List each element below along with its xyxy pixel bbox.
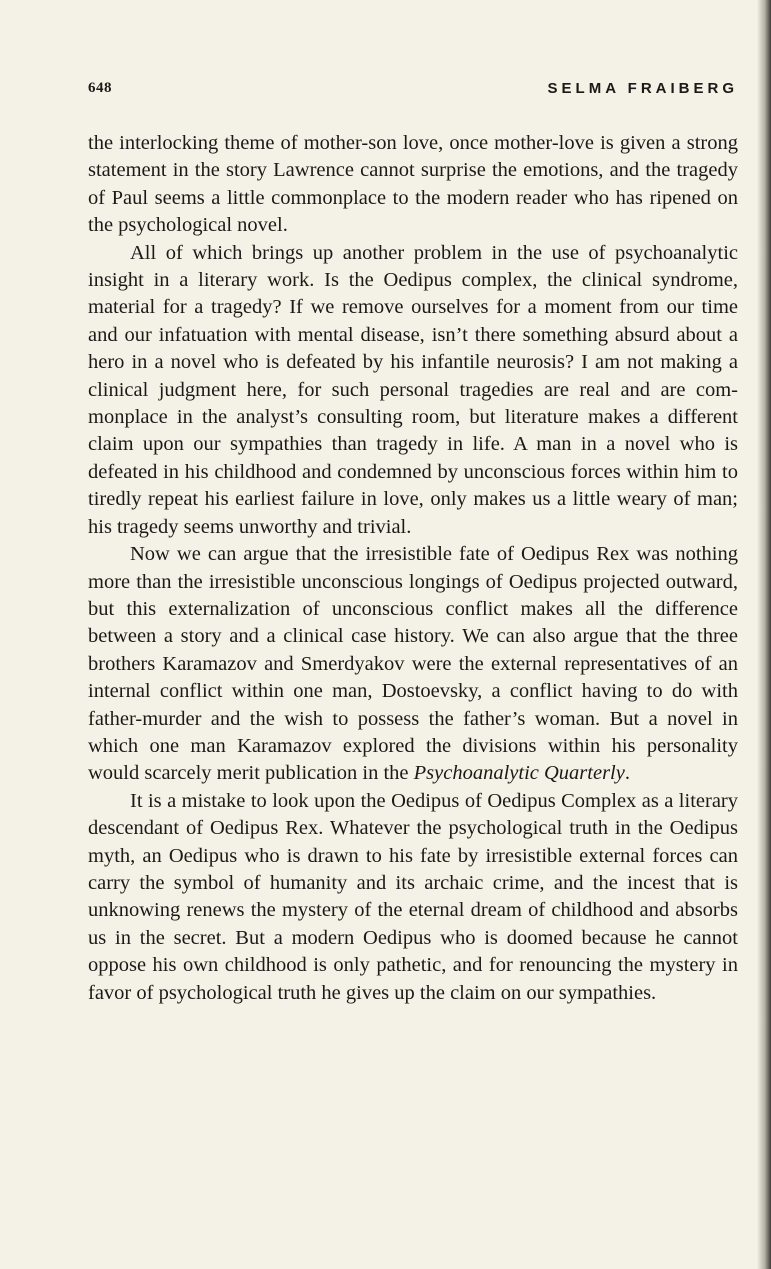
page-number: 648 — [88, 80, 112, 96]
body-text — [88, 130, 738, 1007]
journal-title-italic: Psychoanalytic Quarterly — [413, 762, 625, 785]
page-edge-shadow — [757, 0, 771, 1269]
paragraph-1: the interlocking theme of mother-son love, once mother-love is given a strong statement in the story Lawrence cannot surprise the emotions, and the tragedy of Paul seems a little commonplace to the modern reader who has ripened on the psychological novel. — [88, 132, 738, 237]
page-header — [88, 80, 738, 104]
paragraph-2: All of which brings up another problem in the use of psychoanalytic insight in a literary work. Is the Oedipus complex, the clinical syndrome, material for a tragedy? If we remove ourselves for a moment from our time and our infatuation with mental disease, isn’t there something absurd about a hero in a novel who is defeated by his infantile neurosis? I am not making a clinical judgment here, for such personal tragedies are real and are commonplace in the analyst’s consulting room, but literature makes a different claim upon our sympathies than tragedy in life. A man in a novel who is defeated in his childhood and condemned by unconscious forces within him to tiredly repeat his earliest failure in love, only makes us a little weary of man; his tragedy seems unworthy and trivial. — [88, 241, 738, 538]
paragraph-4: It is a mistake to look upon the Oedipus of Oedipus Complex as a literary descendant of Oedipus Rex. Whatever the psychological truth in the Oedipus myth, an Oedipus who is drawn to his fate by irresistible external forces can carry the symbol of humanity and its archaic crime, and the incest that is unknowing renews the mystery of the eternal dream of childhood and absorbs us in the secret. But a modern Oedipus who is doomed because he cannot oppose his own childhood is only pathetic, and for renouncing the mystery in favor of psychological truth he gives up the claim on our sympathies. — [88, 789, 738, 1004]
running-head-author: SELMA FRAIBERG — [547, 80, 738, 97]
paragraph-3-text: Now we can argue that the irresistible fate of Oedipus Rex was nothing more than the irresistible unconscious longings of Oedipus projected outward, but this externalization of unconscious conflict makes all the difference between a story and a clinical case history. We can also argue that the three brothers Karamazov and Smerdyakov were the external representatives of an internal conflict within one man, Dostoevsky, a conflict having to do with father-murder and the wish to possess the father’s woman. But a novel in which one man Karamazov explored the divisions within his personality would scarcely merit publication in the — [88, 543, 738, 785]
paragraph-3-end: . — [624, 762, 630, 785]
paragraph-3 — [88, 541, 738, 788]
